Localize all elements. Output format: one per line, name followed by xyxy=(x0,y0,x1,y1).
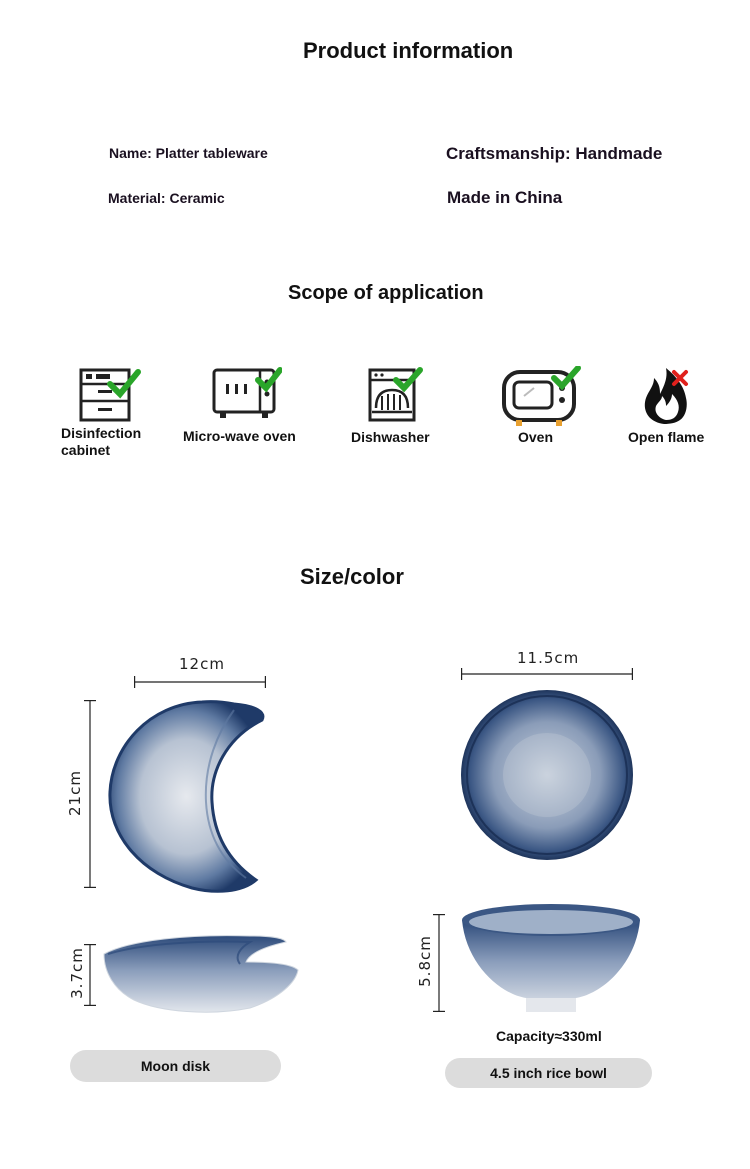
rice-bowl-side-image xyxy=(460,902,642,1014)
scope-title: Scope of application xyxy=(288,282,484,304)
bowl-capacity: Capacity≈330ml xyxy=(496,1028,602,1044)
scope-label-open-flame: Open flame xyxy=(628,429,705,445)
moon-disk-side-image xyxy=(100,932,300,1016)
product-info-title: Product information xyxy=(303,38,514,63)
product-material: Material: Ceramic xyxy=(108,190,225,206)
moon-width-dimension-line xyxy=(134,676,266,688)
disinfection-cabinet-icon xyxy=(78,366,142,426)
scope-label-microwave: Micro-wave oven xyxy=(183,428,296,444)
rice-bowl-top-image xyxy=(459,688,635,862)
bowl-width-dimension-line xyxy=(461,668,633,680)
bowl-height-label: 5.8cm xyxy=(416,935,434,987)
bowl-height-dimension-line xyxy=(433,914,445,1012)
flame-icon xyxy=(640,366,704,426)
moon-length-label: 21cm xyxy=(66,770,84,816)
oven-icon xyxy=(500,366,564,426)
scope-label-dishwasher: Dishwasher xyxy=(351,429,430,445)
product-name: Name: Platter tableware xyxy=(109,145,268,161)
scope-label-oven: Oven xyxy=(518,429,554,445)
moon-height-label: 3.7cm xyxy=(68,947,86,999)
moon-disk-name-pill: Moon disk xyxy=(70,1050,281,1082)
moon-length-dimension-line xyxy=(84,700,96,888)
product-craftsmanship: Craftsmanship: Handmade xyxy=(446,144,663,163)
microwave-icon xyxy=(212,366,276,426)
bowl-width-label: 11.5cm xyxy=(517,649,580,667)
moon-disk-top-image xyxy=(106,698,266,894)
size-color-title: Size/color xyxy=(300,564,404,589)
rice-bowl-name-pill: 4.5 inch rice bowl xyxy=(445,1058,652,1088)
moon-width-label: 12cm xyxy=(179,655,225,673)
scope-label-disinfection: Disinfection cabinet xyxy=(61,425,142,458)
product-origin: Made in China xyxy=(447,188,563,207)
dishwasher-icon xyxy=(366,366,430,426)
